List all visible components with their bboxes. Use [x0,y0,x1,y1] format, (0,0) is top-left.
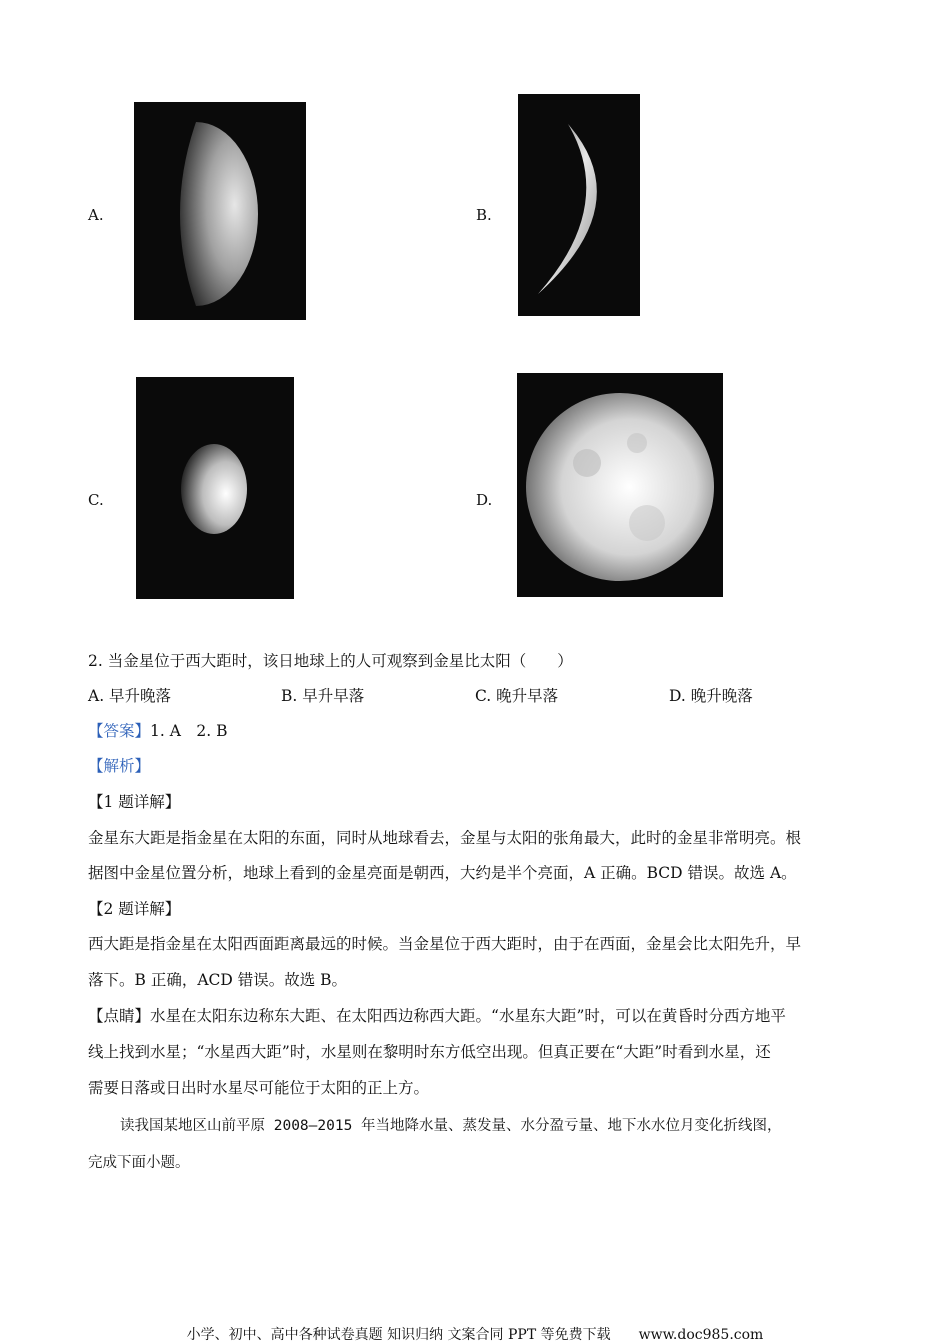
venus-photo-d [517,373,723,597]
venus-half-phase-icon [134,102,306,320]
detail-2-tag: 【2 题详解】 [88,900,181,918]
answer-line [88,719,228,741]
question-2-stem: 2. 当金星位于西大距时，该日地球上的人可观察到金星比太阳（ ） [88,652,573,670]
detail-1-line-1: 金星东大距是指金星在太阳的东面，同时从地球看去，金星与太阳的张角最大，此时的金星非常明亮。根 [88,829,802,847]
venus-photo-a [134,102,306,320]
option-a-label: A. [88,206,104,224]
detail-1-line-2: 据图中金星位置分析，地球上看到的金星亮面是朝西，大约是半个亮面，A 正确。BCD 错误。故选 A。 [88,864,797,882]
tip-line-2: 线上找到水星；“水星西大距”时，水星则在黎明时东方低空出现。但真正要在“大距”时看到水星，还 [88,1043,771,1061]
option-d-label: D. [476,491,493,509]
tip-line-3: 需要日落或日出时水星尽可能位于太阳的正上方。 [88,1079,430,1097]
choice-a: A. 早升晚落 [88,687,172,705]
tip-tag: 【点睛】 [88,1007,151,1025]
choice-b: B. 早升早落 [281,687,365,705]
option-b-label: B. [476,206,492,224]
detail-1-tag: 【1 题详解】 [88,793,181,811]
choice-c: C. 晚升早落 [475,687,559,705]
tip-line-1 [88,1004,786,1026]
intro-line-1: 读我国某地区山前平原 2008—2015 年当地降水量、蒸发量、水分盈亏量、地下水水位月变化折线图， [120,1118,782,1134]
answer-text: 1. A 2. B [150,722,228,740]
detail-2-line-1: 西大距是指金星在太阳西面距离最远的时候。当金星位于西大距时，由于在西面，金星会比太阳先升，早 [88,935,802,953]
analysis-tag: 【解析】 [88,757,151,775]
option-c-label: C. [88,491,104,509]
detail-2-line-2: 落下。B 正确，ACD 错误。故选 B。 [88,971,348,989]
tip-text-1: 水星在太阳东边称东大距、在太阳西边称西大距。“水星东大距”时，可以在黄昏时分西方地平 [150,1007,786,1025]
intro-line-2: 完成下面小题。 [88,1155,190,1171]
venus-crescent-icon [518,94,640,316]
venus-photo-c [136,377,294,599]
venus-photo-b [518,94,640,316]
page-footer: 小学、初中、高中各种试卷真题 知识归纳 文案合同 PPT 等免费下载 www.doc985.com [186,1327,764,1343]
choice-d: D. 晚升晚落 [669,687,753,705]
venus-full-phase-icon [517,373,723,597]
venus-gibbous-icon [136,377,294,599]
answer-tag: 【答案】 [88,722,151,740]
